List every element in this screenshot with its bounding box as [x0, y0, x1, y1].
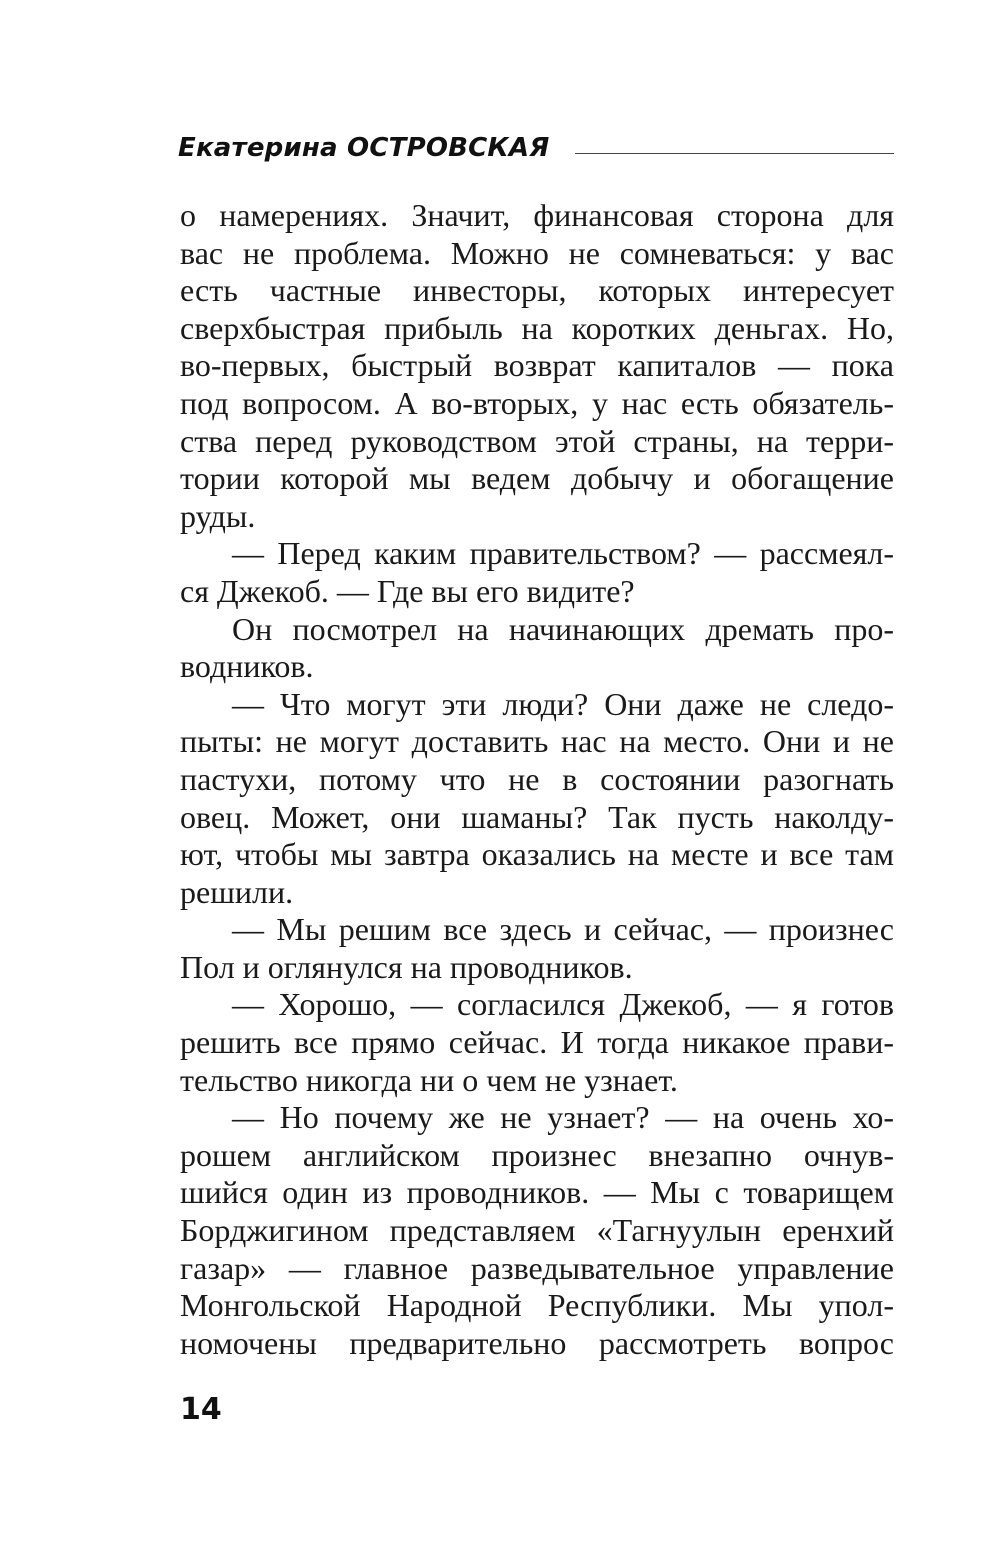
text-line: вас не проблема. Можно не сомневаться: у вас	[180, 234, 894, 271]
text-line: водников.	[180, 648, 314, 685]
text-line: овец. Может, они шаманы? Так пусть наколду-	[180, 798, 894, 835]
running-header	[178, 130, 894, 166]
text-line: шийся один из проводников. — Мы с товарищем	[180, 1174, 894, 1211]
text-line: ства перед руководством этой страны, на терри-	[180, 422, 894, 459]
text-line: Он посмотрел на начинающих дремать про-	[232, 610, 894, 647]
text-line: — Что могут эти люди? Они даже не следо-	[232, 685, 894, 722]
text-line: пастухи, потому что не в состоянии разогнать	[180, 760, 894, 797]
text-line: под вопросом. А во-вторых, у нас есть обязатель-	[180, 384, 894, 421]
text-line: номочены предварительно рассмотреть вопрос	[180, 1324, 894, 1361]
text-line: — Перед каким правительством? — рассмеял-	[232, 535, 894, 572]
text-line: — Но почему же не узнает? — на очень хо-	[232, 1099, 894, 1136]
text-line: во-первых, быстрый возврат капиталов — пока	[180, 347, 894, 384]
text-line: тории которой мы ведем добычу и обогащение	[180, 460, 894, 497]
text-line: руды.	[180, 497, 256, 534]
header-rule	[575, 153, 894, 154]
text-line: Монгольской Народной Республики. Мы упол-	[180, 1287, 894, 1324]
text-line: о намерениях. Значит, финансовая сторона для	[180, 197, 894, 233]
body-text	[180, 197, 894, 1362]
text-line: ся Джекоб. — Где вы его видите?	[180, 572, 635, 609]
text-line: есть частные инвесторы, которых интересует	[180, 272, 894, 309]
text-line: Борджигином представляем «Тагнуулын еренхий	[180, 1212, 894, 1249]
text-line: — Хорошо, — согласился Джекоб, — я готов	[232, 986, 894, 1023]
text-line: рошем английском произнес внезапно очнув-	[180, 1136, 894, 1173]
author-name: Екатерина ОСТРОВСКАЯ	[178, 133, 550, 163]
text-line: газар» — главное разведывательное управление	[180, 1249, 894, 1286]
text-line: ют, чтобы мы завтра оказались на месте и все там	[180, 836, 894, 873]
page-number: 14	[180, 1392, 222, 1427]
text-line: решили.	[180, 873, 294, 910]
text-line: решить все прямо сейчас. И тогда никакое прави-	[180, 1024, 894, 1061]
text-line: тельство никогда ни о чем не узнает.	[180, 1061, 678, 1098]
text-line: пыты: не могут доставить нас на место. Они и не	[180, 723, 894, 760]
text-line: Пол и оглянулся на проводников.	[180, 948, 633, 985]
text-line: сверхбыстрая прибыль на коротких деньгах. Но,	[180, 309, 894, 346]
text-line: — Мы решим все здесь и сейчас, — произнес	[232, 911, 894, 948]
